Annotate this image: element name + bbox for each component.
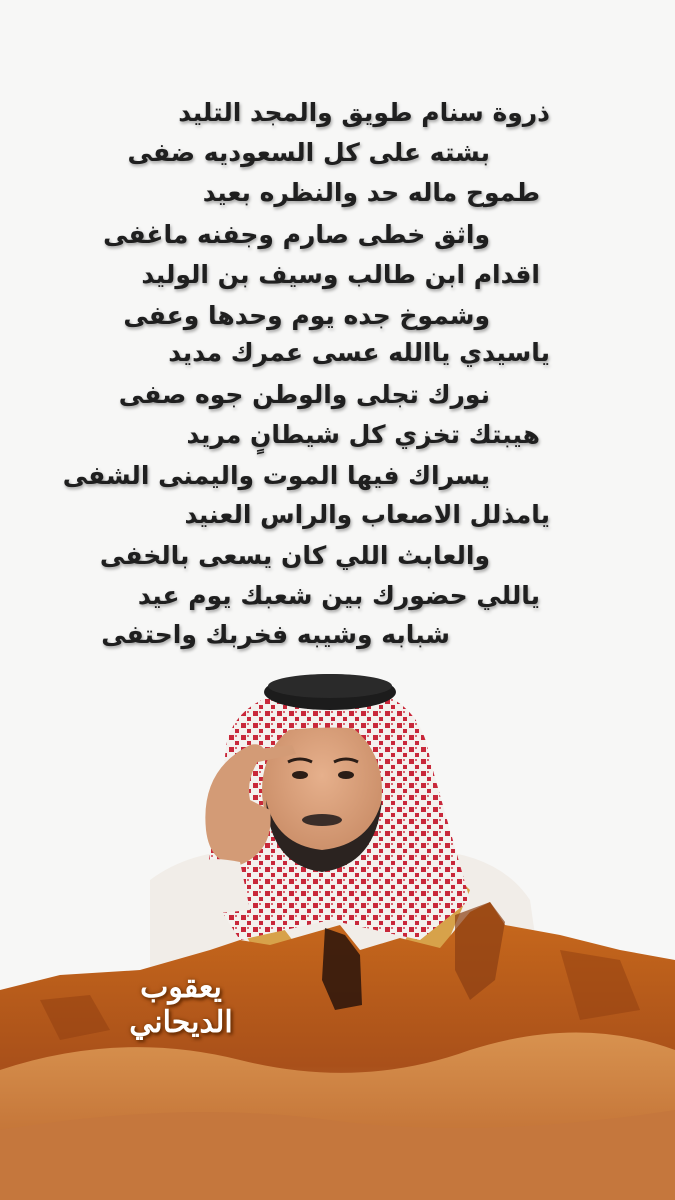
poem-line-1: ذروة سنام طويق والمجد التليد bbox=[178, 98, 550, 127]
poem-line-14: شبابه وشيبه فخربك واحتفى bbox=[101, 620, 450, 649]
poem-line-12: والعابث اللي كان يسعى بالخفى bbox=[99, 541, 490, 570]
desert-mountains bbox=[0, 902, 675, 1200]
poem-line-3: طموح ماله حد والنظره بعيد bbox=[202, 178, 540, 207]
poem-line-5: اقدام ابن طالب وسيف بن الوليد bbox=[141, 260, 540, 289]
poem-line-8: نورك تجلى والوطن جوه صفى bbox=[118, 380, 490, 409]
poem-line-13: ياللي حضورك بين شعبك يوم عيد bbox=[137, 581, 540, 610]
poem-line-10: يسراك فيها الموت واليمنى الشفى bbox=[62, 461, 490, 490]
portrait-desert-scene bbox=[0, 650, 675, 1200]
poet-signature: يعقوب الديحاني bbox=[129, 970, 233, 1040]
poem-line-9: هيبتك تخزي كل شيطانٍ مريد bbox=[186, 420, 540, 449]
poem-line-4: واثق خطى صارم وجفنه ماغفى bbox=[103, 220, 490, 249]
poem-line-11: يامذلل الاصعاب والراس العنيد bbox=[184, 500, 550, 529]
poem-line-7: ياسيدي ياالله عسى عمرك مديد bbox=[168, 338, 550, 367]
poem-line-6: وشموخ جده يوم وحدها وعفى bbox=[123, 301, 490, 330]
poem-line-2: بشته على كل السعوديه ضفى bbox=[127, 138, 490, 167]
poem-block bbox=[62, 95, 550, 670]
